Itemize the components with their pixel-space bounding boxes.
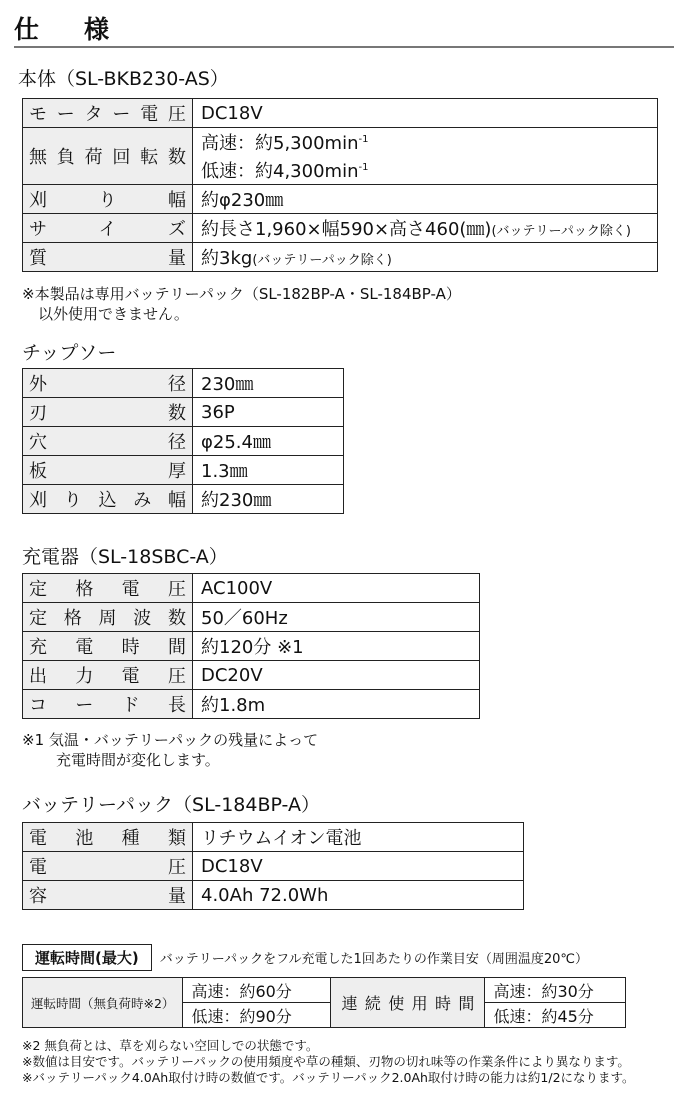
row-label: 質 量 <box>29 248 186 269</box>
row-value: 36P <box>193 398 344 427</box>
noload-low: 低速：約90分 <box>183 1003 331 1028</box>
table-row <box>23 485 344 514</box>
row-label: 穴 径 <box>29 432 186 453</box>
runtime-header <box>22 944 588 971</box>
row-label: 外 径 <box>29 374 186 395</box>
chipsaw-heading: チップソー <box>22 342 117 364</box>
table-row <box>23 852 524 881</box>
runtime-row-label: 運転時間（無負荷時※2） <box>23 978 183 1028</box>
table-row <box>23 398 344 427</box>
footnote: ※数値は目安です。バッテリーパックの使用頻度や草の種類、刃物の切れ味等の作業条件により異なります。 <box>22 1054 630 1069</box>
table-row <box>23 128 658 185</box>
table-row <box>23 243 658 272</box>
row-value: 約3kg(バッテリーパック除く) <box>193 243 658 272</box>
runtime-label: 運転時間(最大) <box>22 944 152 971</box>
row-value: 1.3㎜ <box>193 456 344 485</box>
footnotes <box>22 1038 635 1086</box>
table-row <box>23 661 480 690</box>
row-value: 230㎜ <box>193 369 344 398</box>
table-row <box>23 427 344 456</box>
charger-spec-table <box>22 573 480 719</box>
row-label: 刈 り 幅 <box>29 190 186 211</box>
row-value: 50／60Hz <box>193 603 480 632</box>
table-row <box>23 456 344 485</box>
noload-high: 高速：約60分 <box>183 978 331 1003</box>
row-label: 電 池 種 類 <box>29 828 186 849</box>
runtime-description: バッテリーパックをフル充電した1回あたりの作業目安（周囲温度20℃） <box>159 952 588 967</box>
row-value: 約長さ1,960×幅590×高さ460(㎜)(バッテリーパック除く) <box>193 214 658 243</box>
row-label: 無 負 荷 回 転 数 <box>29 147 186 168</box>
charger-note: ※1 気温・バッテリーパックの残量によって 充電時間が変化します。 <box>22 731 319 769</box>
body-heading: 本体（SL-BKB230-AS） <box>18 68 229 90</box>
table-row <box>23 978 626 1003</box>
row-label: 定 格 周 波 数 <box>29 608 186 629</box>
row-label: サ イ ズ <box>29 219 186 240</box>
row-value: DC18V <box>193 852 524 881</box>
row-value: 高速：約$5,300\min^{-1}$ 低速：約$4,300\min^{-1}$ <box>193 128 658 185</box>
body-note: ※本製品は専用バッテリーパック（SL-182BP-A・SL-184BP-A） 以外使用できません。 <box>22 285 461 323</box>
battery-heading: バッテリーパック（SL-184BP-A） <box>22 794 320 816</box>
table-row <box>23 214 658 243</box>
footnote: ※2 無負荷とは、草を刈らない空回しでの状態です。 <box>22 1038 319 1053</box>
row-label: 出 力 電 圧 <box>29 666 186 687</box>
row-value: 約φ230㎜ <box>193 185 658 214</box>
battery-spec-table <box>22 822 524 910</box>
runtime-table <box>22 977 626 1028</box>
row-label: 定 格 電 圧 <box>29 579 186 600</box>
body-spec-table <box>22 98 658 272</box>
row-label: 刃 数 <box>29 403 186 424</box>
row-label: 充 電 時 間 <box>29 637 186 658</box>
row-label: モ ー タ ー 電 圧 <box>29 104 186 125</box>
title-divider <box>14 46 674 48</box>
row-value: DC18V <box>193 99 658 128</box>
table-row <box>23 632 480 661</box>
table-row <box>23 603 480 632</box>
cont-low: 低速：約45分 <box>485 1003 626 1028</box>
table-row <box>23 99 658 128</box>
table-row <box>23 690 480 719</box>
row-value: DC20V <box>193 661 480 690</box>
row-label: 容 量 <box>29 886 186 907</box>
row-label: 刈 り 込 み 幅 <box>29 490 186 511</box>
table-row <box>23 185 658 214</box>
continuous-label: 連 続 使 用 時 間 <box>341 994 475 1013</box>
table-row <box>23 369 344 398</box>
row-value: AC100V <box>193 574 480 603</box>
chipsaw-spec-table <box>22 368 344 514</box>
row-label: コ ー ド 長 <box>29 695 186 716</box>
table-row <box>23 823 524 852</box>
charger-heading: 充電器（SL-18SBC-A） <box>22 546 228 568</box>
row-label: 電 圧 <box>29 857 186 878</box>
table-row <box>23 881 524 910</box>
row-value: 4.0Ah 72.0Wh <box>193 881 524 910</box>
page-title: 仕 様 <box>14 15 120 44</box>
row-label: 板 厚 <box>29 461 186 482</box>
table-row <box>23 574 480 603</box>
row-value: 約230㎜ <box>193 485 344 514</box>
row-value: φ25.4㎜ <box>193 427 344 456</box>
row-value: リチウムイオン電池 <box>193 823 524 852</box>
row-value: 約1.8m <box>193 690 480 719</box>
footnote: ※バッテリーパック4.0Ah取付け時の数値です。バッテリーパック2.0Ah取付け時の能力は約1/2になります。 <box>22 1070 635 1085</box>
row-value: 約120分 ※1 <box>193 632 480 661</box>
cont-high: 高速：約30分 <box>485 978 626 1003</box>
